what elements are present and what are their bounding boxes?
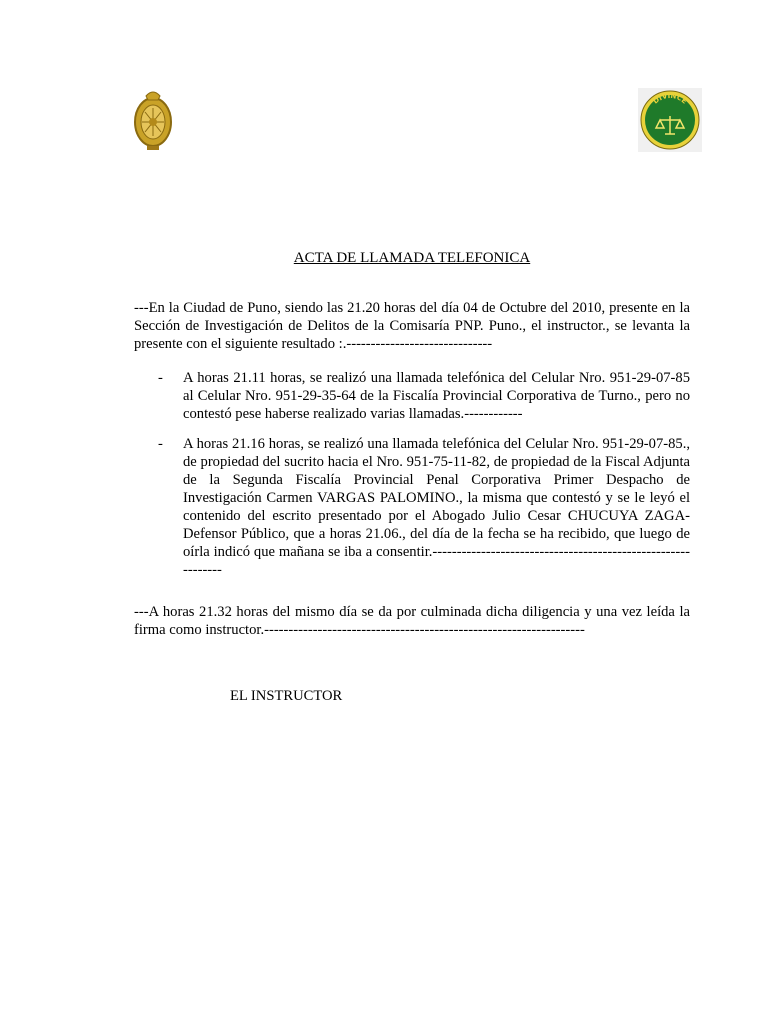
list-item [134, 369, 690, 423]
bullet-text: A horas 21.16 horas, se realizó una llamada telefónica del Celular Nro. 951-29-07-85., de propiedad del sucrito hacia el Nro. 951-75-11-82, de propiedad de la Fiscal Adjunta de la Segunda Fiscalía Provincial Penal Corporativa Primer Despacho de Investigación Carmen VARGAS PALOMINO., la misma que contestó y se le leyó el contenido del escrito presentado por el Abogado Julio Cesar CHUCUYA ZAGA- Defensor Público, que a horas 21.06., del día de la fecha se ha recibido, que luego de oírla indicó que mañana se iba a consentir.------------------------------------------------------------- [183, 436, 690, 578]
scales-of-justice-seal-icon [638, 88, 702, 152]
intro-paragraph: ---En la Ciudad de Puno, siendo las 21.20 horas del día 04 de Octubre del 2010, presente en la Sección de Investigación de Delitos de la Comisaría PNP. Puno., el instructor., se levanta la presente con el siguiente resultado :.------------------------------ [134, 300, 690, 352]
bullet-text: A horas 21.11 horas, se realizó una llamada telefónica del Celular Nro. 951-29-07-85 al Celular Nro. 951-29-35-64 de la Fiscalía Provincial Corporativa de Turno., pero no contestó pese haberse realizado varias llamadas.------------ [183, 370, 690, 422]
police-emblem-icon [132, 86, 174, 152]
list-item [134, 435, 690, 579]
bullet-marker: - [158, 370, 163, 386]
signature-label: EL INSTRUCTOR [230, 688, 343, 704]
closing-paragraph: ---A horas 21.32 horas del mismo día se da por culminada dicha diligencia y una vez leída la firma como instructor.------------------------------------------------------------------ [134, 604, 690, 638]
bullet-marker: - [158, 436, 163, 452]
svg-text:DIVINCE: DIVINCE [651, 91, 689, 106]
document-title: ACTA DE LLAMADA TELEFONICA [293, 250, 531, 266]
